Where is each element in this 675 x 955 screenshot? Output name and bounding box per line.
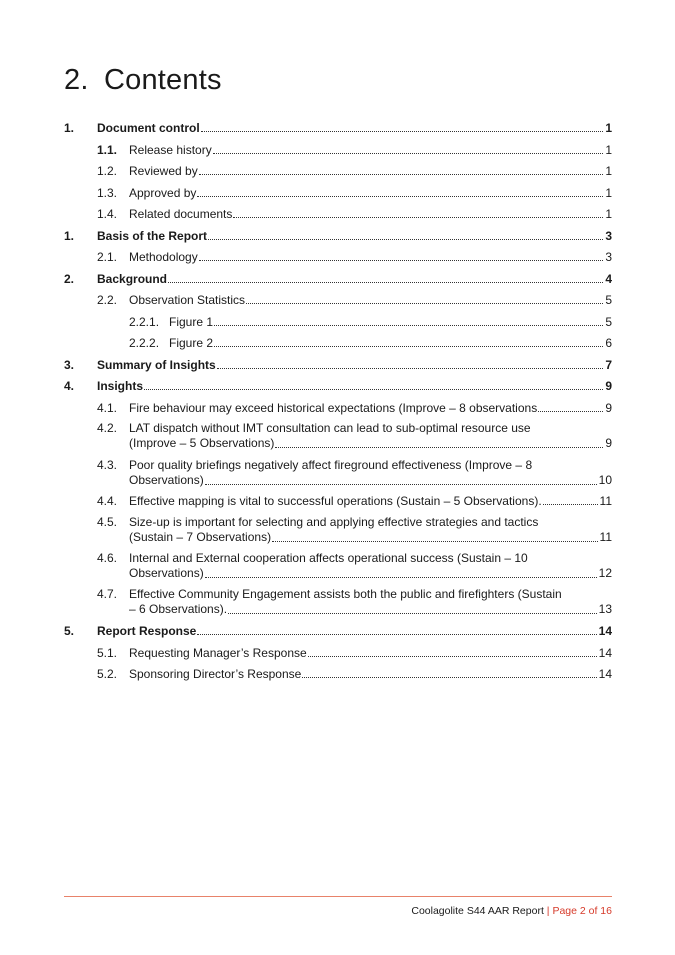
toc-entry-insight-4-3[interactable]: 4.3. Poor quality briefings negatively affect fireground effectiveness (Improve – 8 Observations) 10 — [97, 458, 612, 487]
toc-entry-release-history[interactable]: 1.1. Release history 1 — [97, 143, 612, 157]
toc-entry-insight-4-7[interactable]: 4.7. Effective Community Engagement assists both the public and firefighters (Sustain – 6 Observations). 13 — [97, 587, 612, 616]
footer-report-title: Coolagolite S44 AAR Report — [411, 905, 544, 917]
footer-separator: | — [546, 905, 550, 917]
toc-entry-approved-by[interactable]: 1.3. Approved by 1 — [97, 186, 612, 200]
toc-entry-methodology[interactable]: 2.1. Methodology 3 — [97, 250, 612, 264]
heading-number: 2. — [64, 64, 89, 96]
toc-entry-report-response[interactable]: 5. Report Response 14 — [64, 624, 612, 638]
toc-entry-insight-4-2[interactable]: 4.2. LAT dispatch without IMT consultation can lead to sub-optimal resource use (Improve – 5 Observations) 9 — [97, 421, 612, 450]
toc-entry-insight-4-1[interactable]: 4.1. Fire behaviour may exceed historical expectations (Improve – 8 observations 9 — [97, 401, 612, 415]
toc-entry-requesting-manager-response[interactable]: 5.1. Requesting Manager’s Response 14 — [97, 646, 612, 660]
heading-text: Contents — [104, 64, 222, 96]
toc-entry-observation-statistics[interactable]: 2.2. Observation Statistics 5 — [97, 293, 612, 307]
toc-entry-summary-of-insights[interactable]: 3. Summary of Insights 7 — [64, 358, 612, 372]
toc-entry-document-control[interactable]: 1. Document control 1 — [64, 121, 612, 135]
page-title — [64, 64, 222, 97]
toc-entry-insight-4-6[interactable]: 4.6. Internal and External cooperation affects operational success (Sustain – 10 Observations) 12 — [97, 551, 612, 580]
toc-entry-figure-1[interactable]: 2.2.1. Figure 1 5 — [129, 315, 612, 329]
toc-entry-sponsoring-director-response[interactable]: 5.2. Sponsoring Director’s Response 14 — [97, 667, 612, 681]
toc-entry-insights[interactable]: 4. Insights 9 — [64, 379, 612, 393]
toc-entry-insight-4-5[interactable]: 4.5. Size-up is important for selecting and applying effective strategies and tactics (Sustain – 7 Observations) 11 — [97, 515, 612, 544]
toc-entry-related-documents[interactable]: 1.4. Related documents 1 — [97, 207, 612, 221]
toc-entry-background[interactable]: 2. Background 4 — [64, 272, 612, 286]
toc-entry-insight-4-4[interactable]: 4.4. Effective mapping is vital to successful operations (Sustain – 5 Observations). 11 — [97, 494, 612, 508]
footer-divider — [64, 896, 612, 897]
toc-entry-basis-of-report[interactable]: 1. Basis of the Report 3 — [64, 229, 612, 243]
toc-entry-figure-2[interactable]: 2.2.2. Figure 2 6 — [129, 336, 612, 350]
footer-page-number: Page 2 of 16 — [552, 905, 612, 917]
toc-entry-reviewed-by[interactable]: 1.2. Reviewed by 1 — [97, 164, 612, 178]
page-footer — [411, 905, 612, 917]
